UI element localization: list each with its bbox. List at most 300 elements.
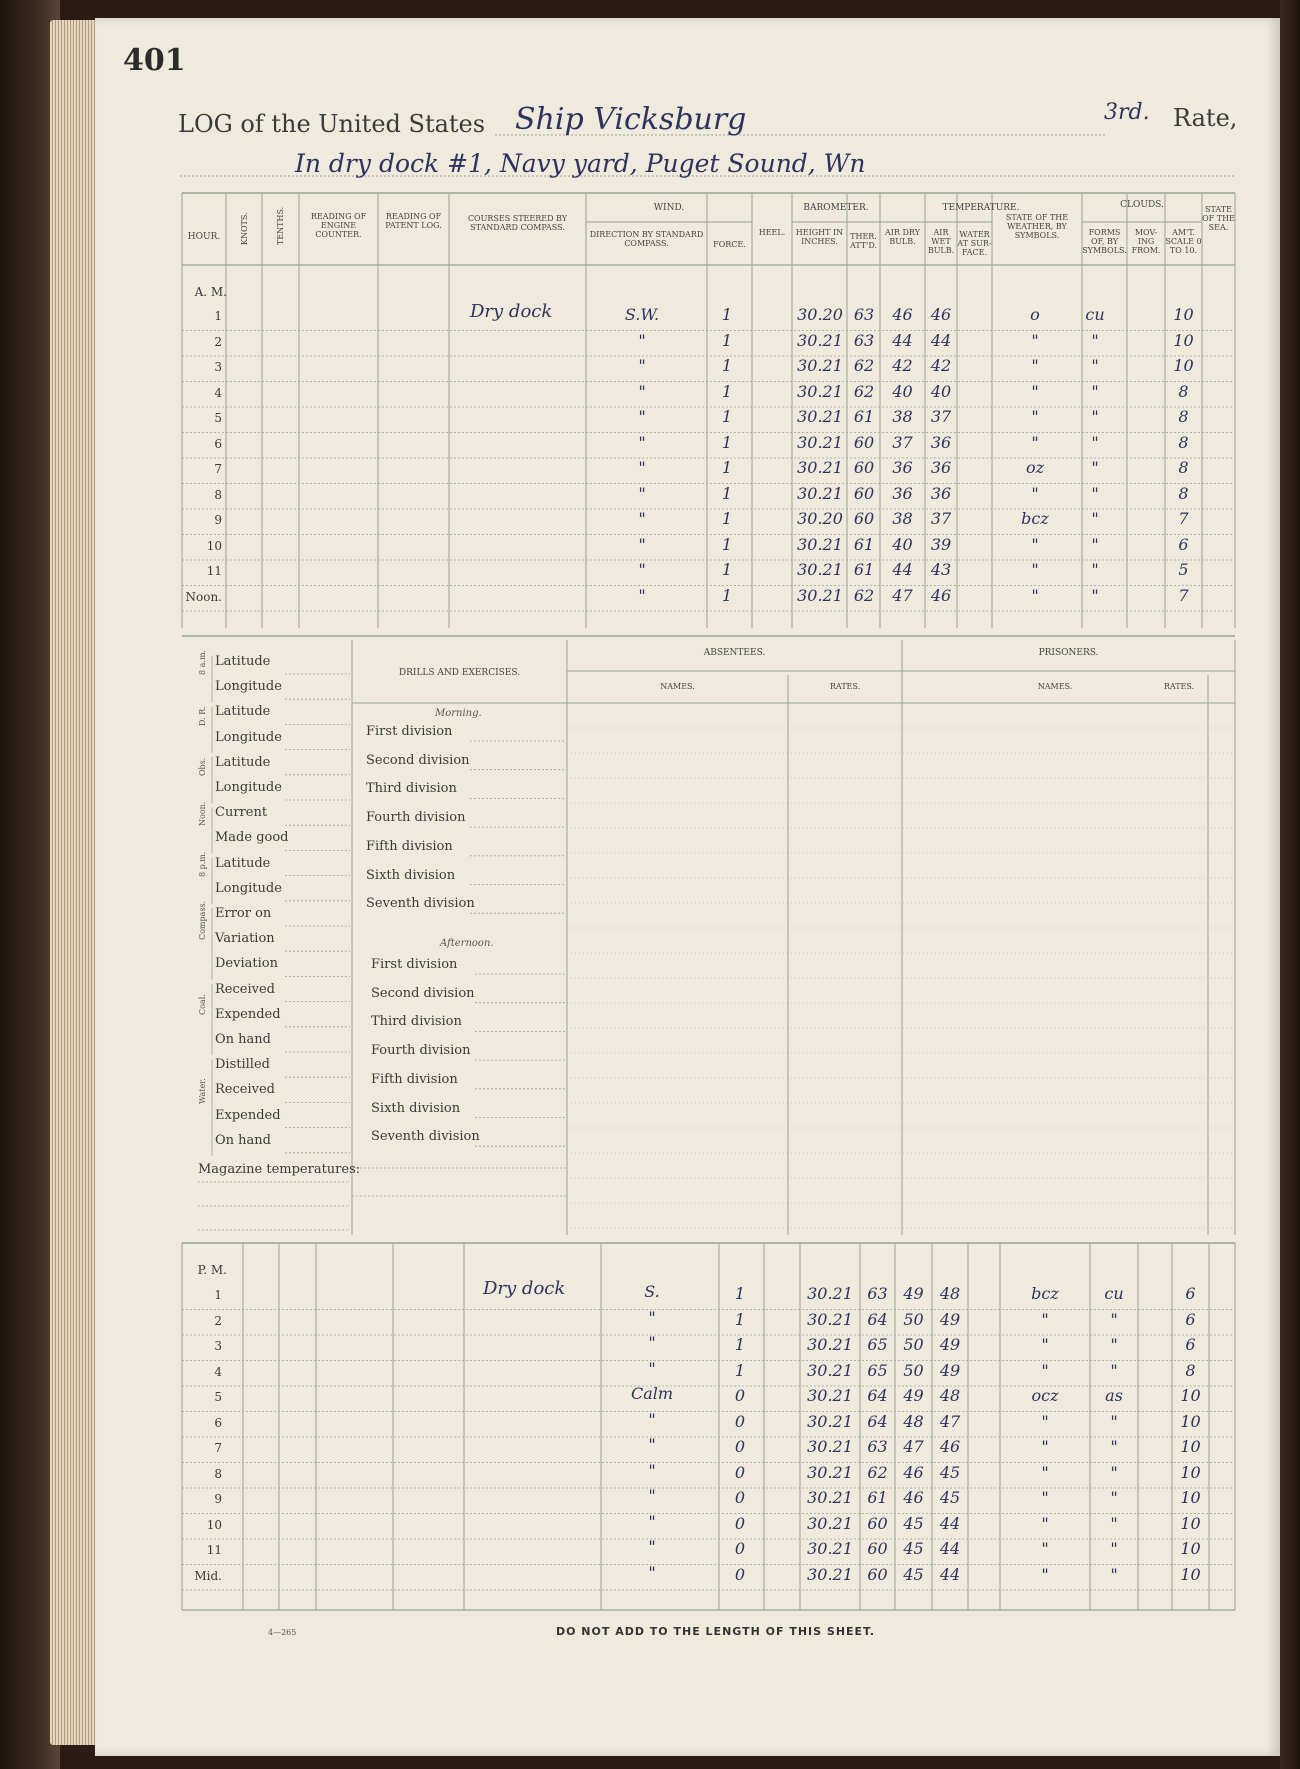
wind-force-entry: 0: [734, 1411, 746, 1431]
dry-bulb-entry: 45: [903, 1513, 924, 1533]
thermometer-entry: 60: [853, 458, 875, 477]
barometer-height-entry: 30.21: [797, 560, 843, 579]
cloud-forms-entry: ": [1091, 560, 1099, 579]
weather-symbol-entry: ": [1041, 1411, 1049, 1431]
page-number: 401: [123, 43, 186, 78]
dry-bulb-entry: 46: [892, 305, 913, 324]
nav-field-label: Current: [215, 805, 268, 821]
weather-symbol-entry: ": [1031, 381, 1039, 401]
wind-force-entry: 1: [721, 458, 733, 477]
afternoon-division-label: Sixth division: [371, 1100, 461, 1116]
wind-force-entry: 0: [734, 1437, 746, 1456]
wet-bulb-entry: 43: [930, 560, 952, 579]
nav-field-label: Variation: [215, 931, 275, 947]
afternoon-division-label: Second division: [371, 985, 475, 1001]
barometer-height-entry: 30.21: [807, 1488, 853, 1507]
hour-label: 6: [214, 1415, 222, 1430]
wind-direction-entry: ": [648, 1435, 656, 1454]
wind-force-entry: 0: [734, 1462, 746, 1482]
wind-direction-entry: ": [638, 356, 646, 375]
prisoners-rates-header: RATES.: [1163, 682, 1195, 691]
wind-force-entry: 0: [734, 1513, 746, 1533]
barometer-height-entry: 30.21: [797, 534, 843, 554]
morning-division-label: Third division: [366, 781, 457, 797]
location: In dry dock #1, Navy yard, Puget Sound, Wn: [295, 149, 866, 178]
form-number: 4—265: [268, 1628, 297, 1637]
morning-division-label: Fifth division: [366, 838, 453, 854]
weather-symbol-entry: ": [1031, 356, 1039, 375]
weather-symbol-entry: ": [1031, 407, 1039, 426]
wind-force-entry: 1: [721, 381, 733, 401]
wet-bulb-entry: 36: [930, 432, 952, 452]
nav-field-label: Latitude: [215, 855, 271, 871]
cloud-forms-entry: as: [1105, 1386, 1123, 1405]
wet-bulb-entry: 37: [930, 509, 952, 528]
barometer-height-entry: 30.21: [807, 1309, 853, 1329]
header-hour: HOUR.: [187, 232, 221, 242]
cloud-forms-entry: ": [1110, 1539, 1118, 1558]
cloud-amount-entry: 8: [1178, 407, 1189, 426]
header-cloud-moving: MOV-ING FROM.: [1131, 228, 1161, 255]
header-temperature: TEMPERATURE.: [942, 203, 1020, 213]
hour-label: 2: [214, 1313, 222, 1328]
cloud-forms-entry: cu: [1104, 1284, 1124, 1303]
weather-symbol-entry: ": [1041, 1564, 1049, 1584]
nav-field-label: Longitude: [215, 780, 282, 795]
wind-force-entry: 1: [721, 509, 733, 528]
afternoon-label: Afternoon.: [440, 938, 494, 949]
hour-label: 4: [214, 1364, 222, 1379]
cloud-amount-entry: 8: [1178, 458, 1189, 477]
course-entry: Dry dock: [483, 1278, 566, 1299]
hour-label: 9: [214, 513, 222, 527]
wind-direction-entry: ": [638, 509, 646, 528]
weather-symbol-entry: ": [1041, 1539, 1049, 1558]
cloud-forms-entry: ": [1091, 356, 1099, 375]
dry-bulb-entry: 49: [903, 1386, 924, 1405]
cloud-forms-entry: ": [1110, 1564, 1118, 1584]
hour-label: 9: [214, 1492, 222, 1506]
thermometer-entry: 61: [853, 407, 875, 426]
dry-bulb-entry: 46: [903, 1488, 924, 1507]
cloud-amount-entry: 10: [1180, 1564, 1201, 1584]
hour-label: 7: [214, 1441, 222, 1455]
drills-title: DRILLS AND EXERCISES.: [398, 668, 521, 678]
header-baro-height: HEIGHT IN INCHES.: [795, 228, 844, 246]
nav-group-label: 8 a.m.: [198, 650, 207, 676]
dry-bulb-entry: 45: [903, 1539, 924, 1558]
cloud-amount-entry: 10: [1180, 1539, 1201, 1558]
header-air-dry: AIR DRY BULB.: [885, 228, 920, 246]
thermometer-entry: 60: [867, 1564, 888, 1584]
weather-symbol-entry: ": [1041, 1360, 1049, 1380]
dry-bulb-entry: 36: [892, 458, 913, 477]
wet-bulb-entry: 49: [939, 1309, 961, 1329]
barometer-height-entry: 30.21: [807, 1360, 853, 1380]
rate-label: Rate,: [1173, 104, 1238, 132]
cloud-amount-entry: 10: [1180, 1488, 1201, 1507]
wind-direction-entry: ": [638, 458, 646, 477]
wet-bulb-entry: 46: [930, 585, 952, 605]
cloud-amount-entry: 10: [1180, 1437, 1201, 1456]
dry-bulb-entry: 47: [892, 585, 913, 605]
weather-symbol-entry: ": [1041, 1437, 1049, 1456]
weather-symbol-entry: ": [1041, 1488, 1049, 1507]
dry-bulb-entry: 37: [892, 432, 913, 452]
header-water-surface: WATER AT SUR-FACE.: [957, 230, 992, 257]
nav-group-label: 8 p.m.: [198, 851, 207, 877]
thermometer-entry: 60: [867, 1513, 888, 1533]
thermometer-entry: 61: [853, 534, 875, 554]
cloud-forms-entry: ": [1091, 534, 1099, 554]
cloud-amount-entry: 6: [1185, 1309, 1196, 1329]
wet-bulb-entry: 48: [939, 1386, 961, 1405]
hour-label: 10: [206, 1517, 222, 1532]
thermometer-entry: 63: [867, 1284, 888, 1303]
wind-direction-entry: ": [648, 1537, 656, 1556]
morning-division-label: Second division: [366, 752, 470, 768]
hour-label: 8: [214, 1466, 222, 1481]
header-tenths: TENTHS.: [276, 206, 285, 245]
dry-bulb-entry: 44: [892, 560, 913, 579]
prisoners-names-header: NAMES.: [1037, 682, 1073, 691]
nav-field-label: Latitude: [215, 704, 271, 720]
afternoon-division-label: Seventh division: [371, 1129, 480, 1145]
ship-name: Ship Vicksburg: [515, 102, 747, 137]
wind-force-entry: 0: [734, 1539, 746, 1558]
cloud-amount-entry: 8: [1185, 1360, 1196, 1380]
cloud-forms-entry: ": [1110, 1309, 1118, 1329]
wet-bulb-entry: 36: [930, 483, 952, 503]
wind-force-entry: 1: [721, 330, 733, 350]
header-ther-attd: THER. ATT'D.: [849, 232, 878, 250]
barometer-height-entry: 30.21: [797, 407, 843, 426]
barometer-height-entry: 30.21: [797, 381, 843, 401]
cloud-amount-entry: 8: [1178, 483, 1189, 503]
barometer-height-entry: 30.21: [797, 458, 843, 477]
wet-bulb-entry: 36: [930, 458, 952, 477]
wind-force-entry: 1: [734, 1284, 746, 1303]
wet-bulb-entry: 49: [939, 1360, 961, 1380]
weather-symbol-entry: ": [1031, 330, 1039, 350]
hour-label: 10: [206, 538, 222, 553]
hour-label: Mid.: [194, 1568, 222, 1583]
cloud-forms-entry: ": [1110, 1488, 1118, 1507]
dry-bulb-entry: 44: [892, 330, 913, 350]
wind-force-entry: 1: [721, 534, 733, 554]
cloud-forms-entry: ": [1091, 381, 1099, 401]
barometer-height-entry: 30.21: [807, 1539, 853, 1558]
wind-direction-entry: ": [638, 407, 646, 426]
wet-bulb-entry: 44: [939, 1513, 961, 1533]
afternoon-division-label: First division: [371, 957, 458, 972]
cloud-forms-entry: ": [1110, 1462, 1118, 1482]
thermometer-entry: 60: [853, 483, 875, 503]
barometer-height-entry: 30.21: [807, 1411, 853, 1431]
nav-field-label: Error on: [215, 906, 272, 921]
thermometer-entry: 60: [853, 509, 875, 528]
morning-division-label: Sixth division: [366, 867, 456, 883]
hour-label: 1: [214, 1288, 222, 1302]
weather-symbol-entry: ": [1041, 1309, 1049, 1329]
barometer-height-entry: 30.21: [807, 1335, 853, 1354]
cloud-amount-entry: 5: [1178, 560, 1189, 579]
wind-direction-entry: ": [638, 585, 646, 605]
nav-field-label: On hand: [215, 1032, 271, 1047]
nav-field-label: Longitude: [215, 880, 282, 896]
cloud-forms-entry: cu: [1085, 305, 1105, 324]
cloud-forms-entry: ": [1110, 1360, 1118, 1380]
dry-bulb-entry: 47: [903, 1437, 924, 1456]
wind-force-entry: 1: [734, 1335, 746, 1354]
hour-label: 8: [214, 487, 222, 502]
barometer-height-entry: 30.21: [807, 1284, 853, 1303]
nav-field-label: Latitude: [215, 654, 271, 669]
wind-direction-entry: ": [648, 1307, 656, 1327]
header-courses: COURSES STEERED BY STANDARD COMPASS.: [467, 214, 568, 232]
thermometer-entry: 60: [853, 432, 875, 452]
thermometer-entry: 62: [853, 356, 875, 375]
weather-symbol-entry: oz: [1025, 458, 1045, 477]
header-wind-direction: DIRECTION BY STANDARD COMPASS.: [589, 230, 704, 248]
wind-direction-entry: Calm: [630, 1384, 674, 1403]
hour-label: 4: [214, 385, 222, 400]
wet-bulb-entry: 40: [930, 381, 952, 401]
wind-direction-entry: ": [648, 1486, 656, 1505]
wind-direction-entry: ": [648, 1511, 656, 1531]
course-entry: Dry dock: [470, 301, 553, 322]
wind-direction-entry: ": [638, 432, 646, 452]
barometer-height-entry: 30.21: [797, 356, 843, 375]
dry-bulb-entry: 50: [903, 1335, 924, 1354]
header-engine-counter: READING OF ENGINE COUNTER.: [310, 212, 367, 239]
cloud-amount-entry: 6: [1185, 1335, 1196, 1354]
wind-direction-entry: ": [638, 560, 646, 579]
nav-field-label: Made good: [215, 830, 289, 846]
dry-bulb-entry: 50: [903, 1309, 924, 1329]
morning-division-label: First division: [366, 724, 453, 739]
cloud-forms-entry: ": [1110, 1411, 1118, 1431]
wind-direction-entry: ": [648, 1358, 656, 1378]
nav-field-label: Longitude: [215, 729, 282, 745]
hour-label: 3: [214, 1339, 222, 1353]
hour-label: 3: [214, 360, 222, 374]
thermometer-entry: 64: [867, 1386, 888, 1405]
hour-label: 11: [206, 564, 222, 578]
nav-group-label: Coal.: [198, 994, 207, 1016]
wind-force-entry: 1: [721, 560, 733, 579]
dry-bulb-entry: 38: [892, 407, 913, 426]
header-weather: STATE OF THE WEATHER, BY SYMBOLS.: [1005, 213, 1069, 240]
wet-bulb-entry: 45: [939, 1488, 961, 1507]
wet-bulb-entry: 37: [930, 407, 952, 426]
hour-label: 6: [214, 436, 222, 451]
wet-bulb-entry: 48: [939, 1284, 961, 1303]
cloud-amount-entry: 10: [1173, 330, 1194, 350]
dry-bulb-entry: 40: [892, 534, 913, 554]
weather-symbol-entry: ": [1041, 1513, 1049, 1533]
thermometer-entry: 61: [867, 1488, 888, 1507]
wind-direction-entry: S.W.: [624, 305, 660, 324]
nav-field-label: Received: [215, 1082, 275, 1098]
cloud-forms-entry: ": [1091, 509, 1099, 528]
barometer-height-entry: 30.21: [807, 1564, 853, 1584]
header-heel: HEEL.: [758, 228, 786, 237]
weather-symbol-entry: ": [1041, 1335, 1049, 1354]
cloud-amount-entry: 10: [1180, 1411, 1201, 1431]
wind-direction-entry: ": [638, 534, 646, 554]
wet-bulb-entry: 39: [930, 534, 952, 554]
weather-symbol-entry: o: [1030, 305, 1040, 324]
pm-label: P. M.: [197, 1263, 227, 1277]
wet-bulb-entry: 46: [930, 305, 952, 324]
nav-field-label: Expended: [215, 1107, 281, 1123]
ship-rate: 3rd.: [1104, 100, 1150, 125]
header-cloud-amount: AM'T. SCALE 0 TO 10.: [1165, 228, 1202, 255]
wind-direction-entry: ": [648, 1333, 656, 1352]
thermometer-entry: 63: [853, 330, 875, 350]
barometer-height-entry: 30.21: [797, 330, 843, 350]
cloud-amount-entry: 10: [1173, 356, 1194, 375]
barometer-height-entry: 30.21: [797, 585, 843, 605]
hour-label: Noon.: [185, 589, 222, 604]
hour-label: 11: [206, 1543, 222, 1557]
weather-symbol-entry: bcz: [1021, 509, 1049, 528]
cloud-forms-entry: ": [1110, 1437, 1118, 1456]
dry-bulb-entry: 38: [892, 509, 913, 528]
thermometer-entry: 65: [867, 1335, 888, 1354]
cloud-forms-entry: ": [1091, 458, 1099, 477]
wind-direction-entry: ": [648, 1562, 656, 1582]
wind-force-entry: 1: [721, 305, 733, 324]
wind-force-entry: 0: [734, 1386, 746, 1405]
wind-direction-entry: ": [648, 1409, 656, 1429]
nav-field-label: Received: [215, 981, 275, 997]
hour-label: 1: [214, 309, 222, 323]
weather-symbol-entry: ": [1031, 534, 1039, 554]
nav-field-label: Distilled: [215, 1057, 270, 1073]
header-wind: WIND.: [653, 203, 685, 213]
dry-bulb-entry: 48: [903, 1411, 924, 1431]
wind-force-entry: 1: [721, 407, 733, 426]
cloud-forms-entry: ": [1091, 432, 1099, 452]
weather-symbol-entry: ": [1031, 432, 1039, 452]
footer-notice: DO NOT ADD TO THE LENGTH OF THIS SHEET.: [556, 1625, 876, 1638]
hour-label: 5: [214, 411, 222, 425]
weather-symbol-entry: ": [1031, 585, 1039, 605]
title-prefix: LOG of the United States: [178, 110, 486, 138]
dry-bulb-entry: 49: [903, 1284, 924, 1303]
cloud-forms-entry: ": [1110, 1513, 1118, 1533]
barometer-height-entry: 30.21: [797, 432, 843, 452]
cloud-amount-entry: 6: [1178, 534, 1189, 554]
morning-division-label: Seventh division: [366, 896, 475, 912]
header-patent-log: READING OF PATENT LOG.: [385, 212, 442, 230]
dry-bulb-entry: 36: [892, 483, 913, 503]
cloud-amount-entry: 6: [1185, 1284, 1196, 1303]
wind-direction-entry: ": [638, 330, 646, 350]
wet-bulb-entry: 49: [939, 1335, 961, 1354]
weather-symbol-entry: ": [1031, 483, 1039, 503]
dry-bulb-entry: 40: [892, 381, 913, 401]
morning-label: Morning.: [435, 708, 482, 719]
cloud-forms-entry: ": [1110, 1335, 1118, 1354]
wet-bulb-entry: 44: [939, 1539, 961, 1558]
afternoon-division-label: Fifth division: [371, 1071, 458, 1087]
morning-division-label: Fourth division: [366, 810, 466, 826]
wind-force-entry: 0: [734, 1488, 746, 1507]
weather-symbol-entry: ocz: [1031, 1386, 1059, 1405]
wet-bulb-entry: 45: [939, 1462, 961, 1482]
wind-force-entry: 1: [734, 1360, 746, 1380]
barometer-height-entry: 30.20: [797, 509, 843, 528]
dry-bulb-entry: 46: [903, 1462, 924, 1482]
wind-force-entry: 1: [721, 356, 733, 375]
weather-symbol-entry: bcz: [1031, 1284, 1059, 1303]
nav-group-label: Noon.: [198, 802, 207, 827]
wind-direction-entry: ": [638, 483, 646, 503]
nav-group-label: Obs.: [198, 757, 207, 776]
thermometer-entry: 65: [867, 1360, 888, 1380]
header-cloud-forms: FORMS OF, BY SYMBOLS.: [1082, 228, 1127, 255]
wind-force-entry: 1: [721, 483, 733, 503]
hour-label: 5: [214, 1390, 222, 1404]
header-wind-force: FORCE.: [713, 240, 746, 249]
thermometer-entry: 62: [853, 381, 875, 401]
barometer-height-entry: 30.21: [807, 1386, 853, 1405]
cloud-amount-entry: 8: [1178, 381, 1189, 401]
weather-symbol-entry: ": [1031, 560, 1039, 579]
thermometer-entry: 60: [867, 1539, 888, 1558]
cloud-forms-entry: ": [1091, 330, 1099, 350]
cloud-amount-entry: 8: [1178, 432, 1189, 452]
wind-force-entry: 0: [734, 1564, 746, 1584]
wind-force-entry: 1: [734, 1309, 746, 1329]
cloud-amount-entry: 10: [1180, 1462, 1201, 1482]
afternoon-division-label: Third division: [371, 1014, 462, 1030]
absentees-names-header: NAMES.: [660, 682, 695, 691]
cloud-forms-entry: ": [1091, 407, 1099, 426]
dry-bulb-entry: 45: [903, 1564, 924, 1584]
header-knots: KNOTS.: [240, 212, 249, 245]
nav-field-label: Latitude: [215, 754, 271, 770]
nav-field-label: Expended: [215, 1006, 281, 1022]
hour-label: 2: [214, 334, 222, 349]
header-sea-state: STATE OF THE SEA.: [1202, 205, 1235, 232]
thermometer-entry: 61: [853, 560, 875, 579]
barometer-height-entry: 30.21: [807, 1462, 853, 1482]
wet-bulb-entry: 44: [939, 1564, 961, 1584]
thermometer-entry: 64: [867, 1411, 888, 1431]
nav-group-label: D. R.: [198, 705, 207, 726]
absentees-title: ABSENTEES.: [703, 648, 766, 658]
wind-direction-entry: ": [638, 381, 646, 401]
cloud-forms-entry: ": [1091, 585, 1099, 605]
thermometer-entry: 62: [853, 585, 875, 605]
cloud-amount-entry: 7: [1178, 585, 1189, 605]
magazine-label: Magazine temperatures:: [198, 1162, 361, 1177]
thermometer-entry: 63: [867, 1437, 888, 1456]
cloud-forms-entry: ": [1091, 483, 1099, 503]
thermometer-entry: 63: [853, 305, 875, 324]
nav-field-label: Longitude: [215, 679, 282, 695]
afternoon-division-label: Fourth division: [371, 1043, 471, 1059]
absentees-rates-header: RATES.: [829, 682, 861, 691]
nav-field-label: On hand: [215, 1132, 271, 1148]
header-clouds: CLOUDS.: [1120, 200, 1164, 210]
weather-symbol-entry: ": [1041, 1462, 1049, 1482]
wet-bulb-entry: 47: [939, 1411, 961, 1431]
